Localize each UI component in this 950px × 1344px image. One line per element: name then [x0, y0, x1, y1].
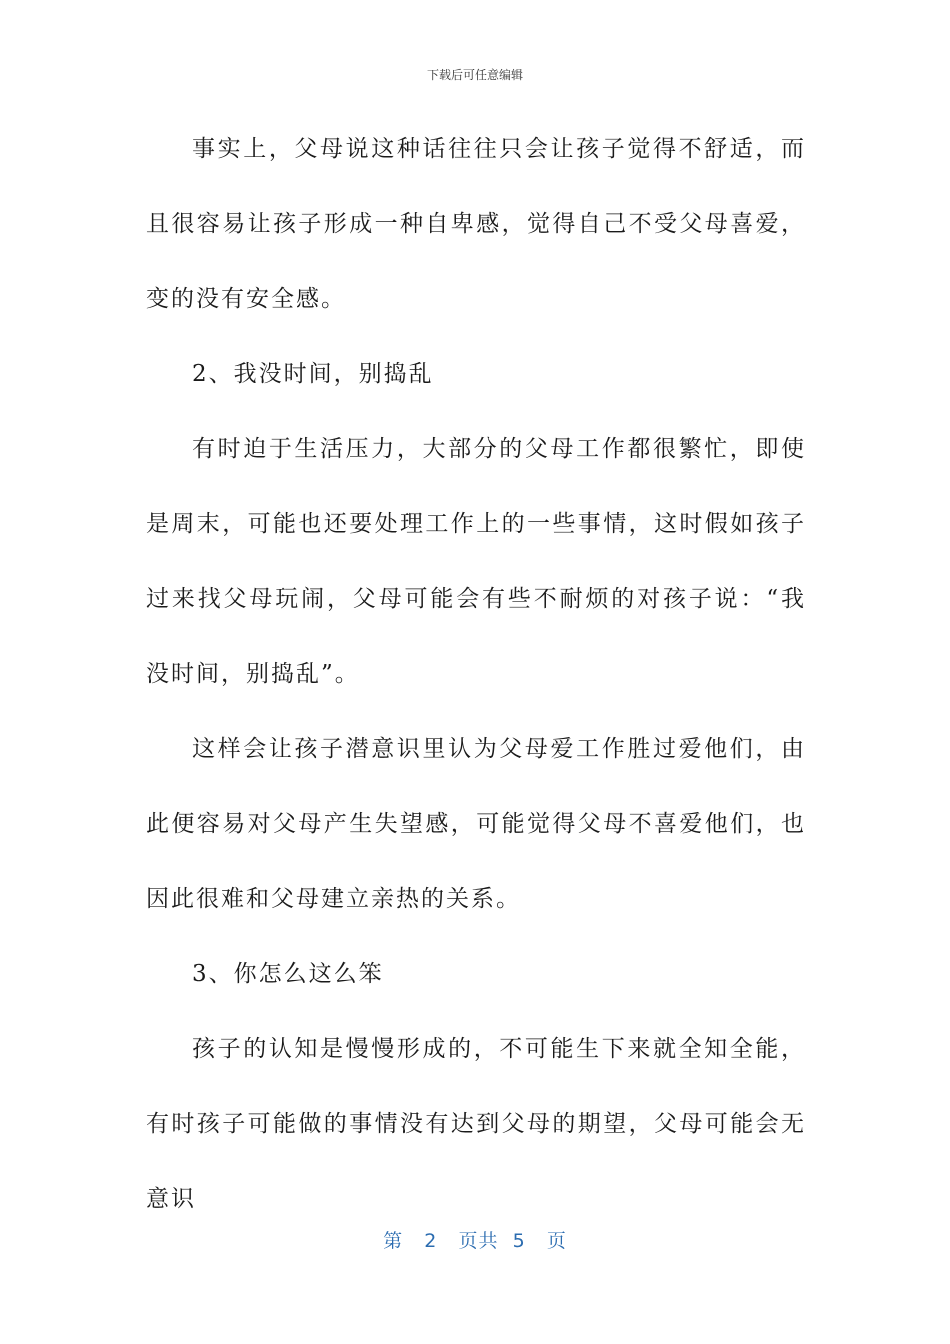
- section-heading-3: 3、你怎么这么笨: [192, 961, 384, 987]
- header-note: 下载后可任意编辑: [426, 68, 523, 82]
- footer-prefix: 第: [383, 1230, 404, 1252]
- footer-suffix: 页: [546, 1230, 567, 1252]
- body-text: [146, 112, 806, 1237]
- footer-total-pages: 5: [512, 1230, 526, 1252]
- page-footer: [0, 1226, 950, 1253]
- paragraph-4: 孩子的认知是慢慢形成的，不可能生下来就全知全能，有时孩子可能做的事情没有达到父母的期望，父母可能会无意识: [146, 1036, 806, 1212]
- footer-current-page: 2: [424, 1230, 438, 1252]
- footer-middle: 页共: [458, 1230, 499, 1252]
- paragraph-3: 这样会让孩子潜意识里认为父母爱工作胜过爱他们，由此便容易对父母产生失望感，可能觉得父母不喜爱他们，也因此很难和父母建立亲热的关系。: [146, 736, 806, 912]
- section-heading-2: 2、我没时间，别捣乱: [192, 361, 434, 387]
- paragraph-1: 事实上，父母说这种话往往只会让孩子觉得不舒适，而且很容易让孩子形成一种自卑感，觉得自己不受父母喜爱，变的没有安全感。: [146, 136, 806, 312]
- paragraph-2: 有时迫于生活压力，大部分的父母工作都很繁忙，即使是周末，可能也还要处理工作上的一些事情，这时假如孩子过来找父母玩闹，父母可能会有些不耐烦的对孩子说：“我没时间，别捣乱”。: [146, 436, 806, 687]
